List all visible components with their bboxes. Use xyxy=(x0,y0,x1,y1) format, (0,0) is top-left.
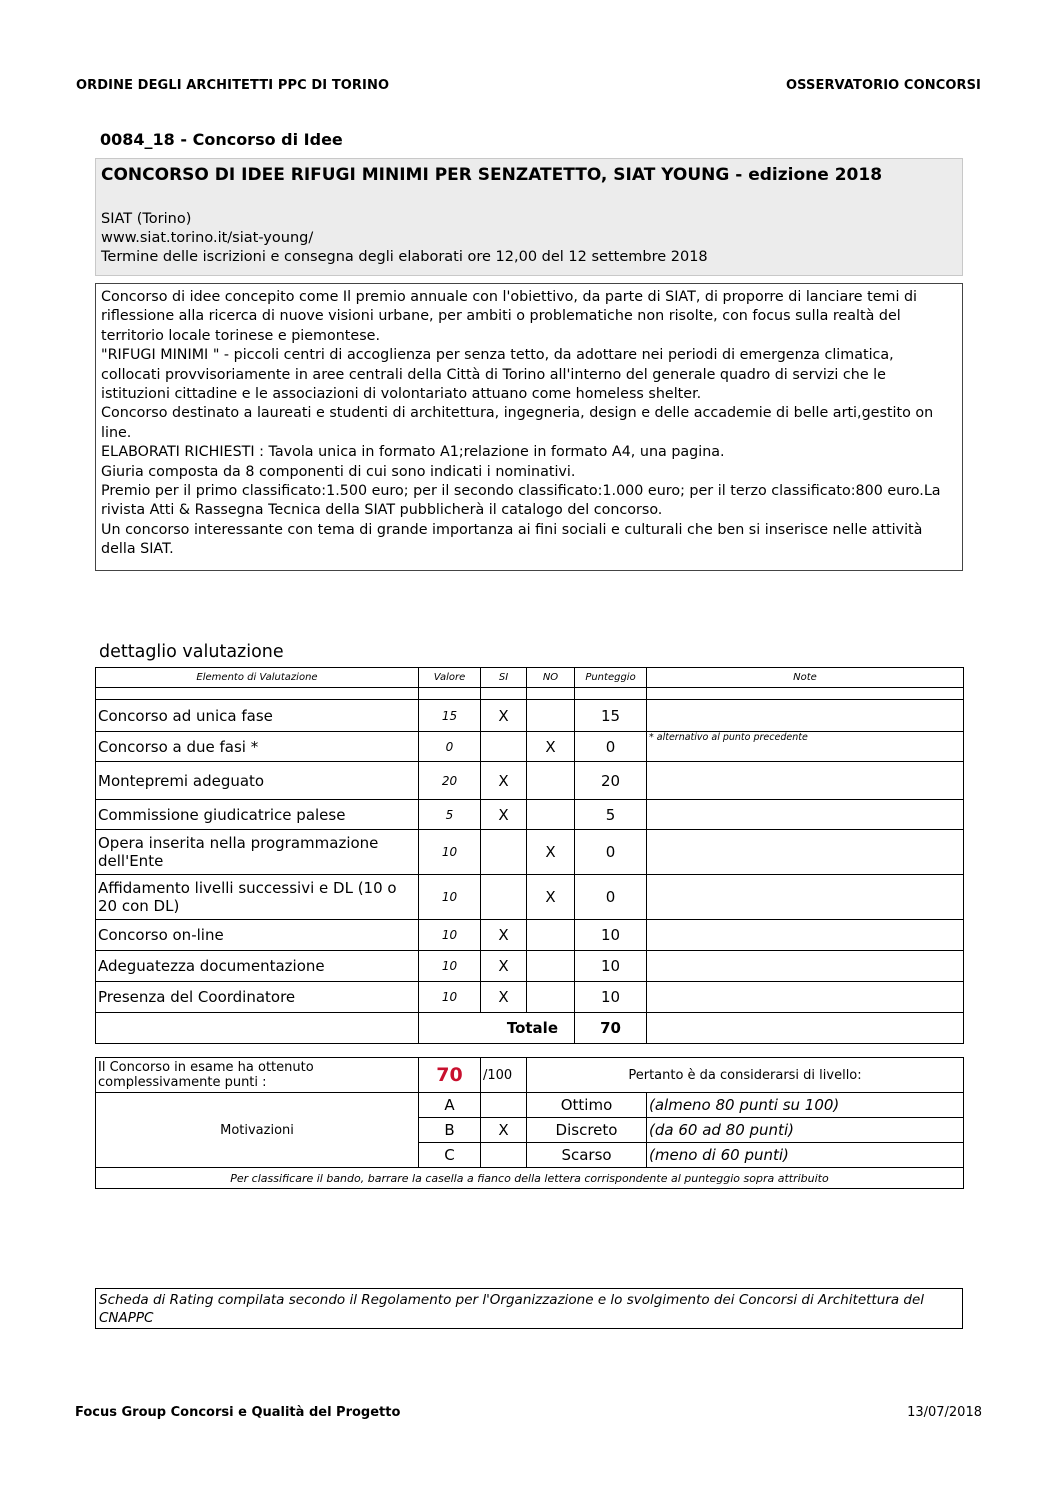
row-note xyxy=(647,920,964,951)
row-value: 10 xyxy=(419,982,481,1013)
row-no xyxy=(527,951,575,982)
competition-code-title: 0084_18 - Concorso di Idee xyxy=(100,130,343,149)
description-paragraph: ELABORATI RICHIESTI : Tavola unica in formato A1;relazione in formato A4, una pagina. xyxy=(101,444,725,461)
level-name: Discreto xyxy=(527,1118,647,1143)
description-paragraph: Un concorso interessante con tema di grande importanza ai fini sociali e culturali che ben si inserisce nelle attività della SIAT. xyxy=(101,521,923,558)
header-element: Elemento di Valutazione xyxy=(96,668,419,688)
footer-left: Focus Group Concorsi e Qualità del Progetto xyxy=(75,1405,401,1420)
row-no xyxy=(527,920,575,951)
rating-note: Scheda di Rating compilata secondo il Regolamento per l'Organizzazione e lo svolgimento dei Concorsi di Architettura del CNAPPC xyxy=(95,1288,963,1329)
description-box xyxy=(95,283,963,571)
row-value: 10 xyxy=(419,830,481,875)
row-note xyxy=(647,700,964,732)
table-row xyxy=(96,920,964,951)
row-no: X xyxy=(527,830,575,875)
row-note xyxy=(647,830,964,875)
row-value: 15 xyxy=(419,700,481,732)
description-paragraph: Giuria composta da 8 componenti di cui sono indicati i nominativi. xyxy=(101,463,576,480)
header-no: NO xyxy=(527,668,575,688)
row-value: 10 xyxy=(419,951,481,982)
level-range: (almeno 80 punti su 100) xyxy=(647,1093,964,1118)
row-yes: X xyxy=(481,762,527,800)
level-mark-checkbox[interactable] xyxy=(481,1143,527,1168)
classification-footnote: Per classificare il bando, barrare la casella a fianco della lettera corrispondente al punteggio sopra attribuito xyxy=(96,1168,964,1189)
row-no xyxy=(527,982,575,1013)
description-paragraph: Concorso di idee concepito come Il premio annuale con l'obiettivo, da parte di SIAT, di proporre di lanciare temi di riflessione alla ricerca di nuove visioni urbane, per ambiti o problematiche non risolte, con focus sulla realtà del territorio locale torinese e piemontese. xyxy=(101,289,918,344)
row-value: 20 xyxy=(419,762,481,800)
row-element: Opera inserita nella programmazione dell'Ente xyxy=(96,830,419,875)
level-label: Pertanto è da considerarsi di livello: xyxy=(527,1058,964,1093)
organizer: SIAT (Torino) xyxy=(101,211,192,227)
level-letter: B xyxy=(419,1118,481,1143)
table-row xyxy=(96,982,964,1013)
row-value: 5 xyxy=(419,800,481,830)
row-score: 10 xyxy=(575,951,647,982)
row-element: Concorso on-line xyxy=(96,920,419,951)
row-element: Concorso ad unica fase xyxy=(96,700,419,732)
table-row xyxy=(96,800,964,830)
table-header-row xyxy=(96,668,964,688)
header-left: ORDINE DEGLI ARCHITETTI PPC DI TORINO xyxy=(76,78,390,93)
row-no: X xyxy=(527,875,575,920)
header-yes: SI xyxy=(481,668,527,688)
row-element: Montepremi adeguato xyxy=(96,762,419,800)
row-no: X xyxy=(527,732,575,762)
deadline: Termine delle iscrizioni e consegna degli elaborati ore 12,00 del 12 settembre 2018 xyxy=(101,249,708,265)
level-range: (meno di 60 punti) xyxy=(647,1143,964,1168)
row-score: 15 xyxy=(575,700,647,732)
row-yes: X xyxy=(481,920,527,951)
row-yes: X xyxy=(481,800,527,830)
footer-date: 13/07/2018 xyxy=(907,1405,982,1420)
row-note xyxy=(647,800,964,830)
website-link[interactable]: www.siat.torino.it/siat-young/ xyxy=(101,230,314,246)
level-letter: A xyxy=(419,1093,481,1118)
row-element: Commissione giudicatrice palese xyxy=(96,800,419,830)
header-right: OSSERVATORIO CONCORSI xyxy=(785,78,981,93)
header-score: Punteggio xyxy=(575,668,647,688)
row-yes xyxy=(481,830,527,875)
table-row xyxy=(96,875,964,920)
row-element: Concorso a due fasi * xyxy=(96,732,419,762)
motivations-label: Motivazioni xyxy=(96,1093,419,1168)
row-value: 10 xyxy=(419,920,481,951)
row-value: 10 xyxy=(419,875,481,920)
row-score: 5 xyxy=(575,800,647,830)
result-out-of: /100 xyxy=(481,1058,527,1093)
description-paragraph: "RIFUGI MINIMI " - piccoli centri di accoglienza per senza tetto, da adottare nei periodi di emergenza climatica, collocati provvisoriamente in aree centrali della Città di Torino all'interno del generale quadro di servizi che le istituzioni cittadine e le associazioni di volontariato attuano come homeless shelter. xyxy=(101,347,894,403)
row-no xyxy=(527,700,575,732)
section-title: dettaglio valutazione xyxy=(99,642,284,662)
result-score-row xyxy=(96,1058,964,1093)
table-row xyxy=(96,830,964,875)
table-row xyxy=(96,732,964,762)
row-element: Presenza del Coordinatore xyxy=(96,982,419,1013)
row-score: 0 xyxy=(575,830,647,875)
row-yes: X xyxy=(481,982,527,1013)
description-paragraph: Concorso destinato a laureati e studenti di architettura, ingegneria, design e delle accademie di belle arti,gestito on line. xyxy=(101,405,934,441)
header-value: Valore xyxy=(419,668,481,688)
row-score: 0 xyxy=(575,875,647,920)
row-value: 0 xyxy=(419,732,481,762)
row-score: 10 xyxy=(575,982,647,1013)
row-note xyxy=(647,875,964,920)
row-no xyxy=(527,800,575,830)
row-note xyxy=(647,762,964,800)
footnote-row xyxy=(96,1168,964,1189)
level-name: Ottimo xyxy=(527,1093,647,1118)
row-yes xyxy=(481,875,527,920)
competition-title: CONCORSO DI IDEE RIFUGI MINIMI PER SENZATETTO, SIAT YOUNG - edizione 2018 xyxy=(101,165,883,185)
total-label: Totale xyxy=(419,1013,575,1044)
description-paragraph: Premio per il primo classificato:1.500 euro; per il secondo classificato:1.000 euro; per il terzo classificato:800 euro.La rivista Atti & Rassegna Tecnica della SIAT pubblicherà il catalogo del concorso. xyxy=(101,483,941,519)
evaluation-table xyxy=(95,667,964,1044)
total-value: 70 xyxy=(575,1013,647,1044)
level-letter: C xyxy=(419,1143,481,1168)
row-score: 0 xyxy=(575,732,647,762)
level-mark-checkbox[interactable]: X xyxy=(481,1118,527,1143)
total-row xyxy=(96,1013,964,1044)
level-mark-checkbox[interactable] xyxy=(481,1093,527,1118)
level-row-a xyxy=(96,1093,964,1118)
level-name: Scarso xyxy=(527,1143,647,1168)
spacer-row xyxy=(96,688,964,700)
result-score: 70 xyxy=(419,1058,481,1093)
row-yes: X xyxy=(481,700,527,732)
row-element: Affidamento livelli successivi e DL (10 o 20 con DL) xyxy=(96,875,419,920)
row-note xyxy=(647,951,964,982)
table-row xyxy=(96,762,964,800)
result-table xyxy=(95,1057,964,1189)
row-note xyxy=(647,982,964,1013)
row-score: 10 xyxy=(575,920,647,951)
info-box xyxy=(95,158,963,276)
level-range: (da 60 ad 80 punti) xyxy=(647,1118,964,1143)
row-note: * alternativo al punto precedente xyxy=(647,732,964,762)
result-label: Il Concorso in esame ha ottenuto complessivamente punti : xyxy=(96,1058,419,1093)
header-notes: Note xyxy=(647,668,964,688)
row-yes: X xyxy=(481,951,527,982)
row-score: 20 xyxy=(575,762,647,800)
row-yes xyxy=(481,732,527,762)
table-row xyxy=(96,951,964,982)
row-no xyxy=(527,762,575,800)
row-element: Adeguatezza documentazione xyxy=(96,951,419,982)
table-row xyxy=(96,700,964,732)
